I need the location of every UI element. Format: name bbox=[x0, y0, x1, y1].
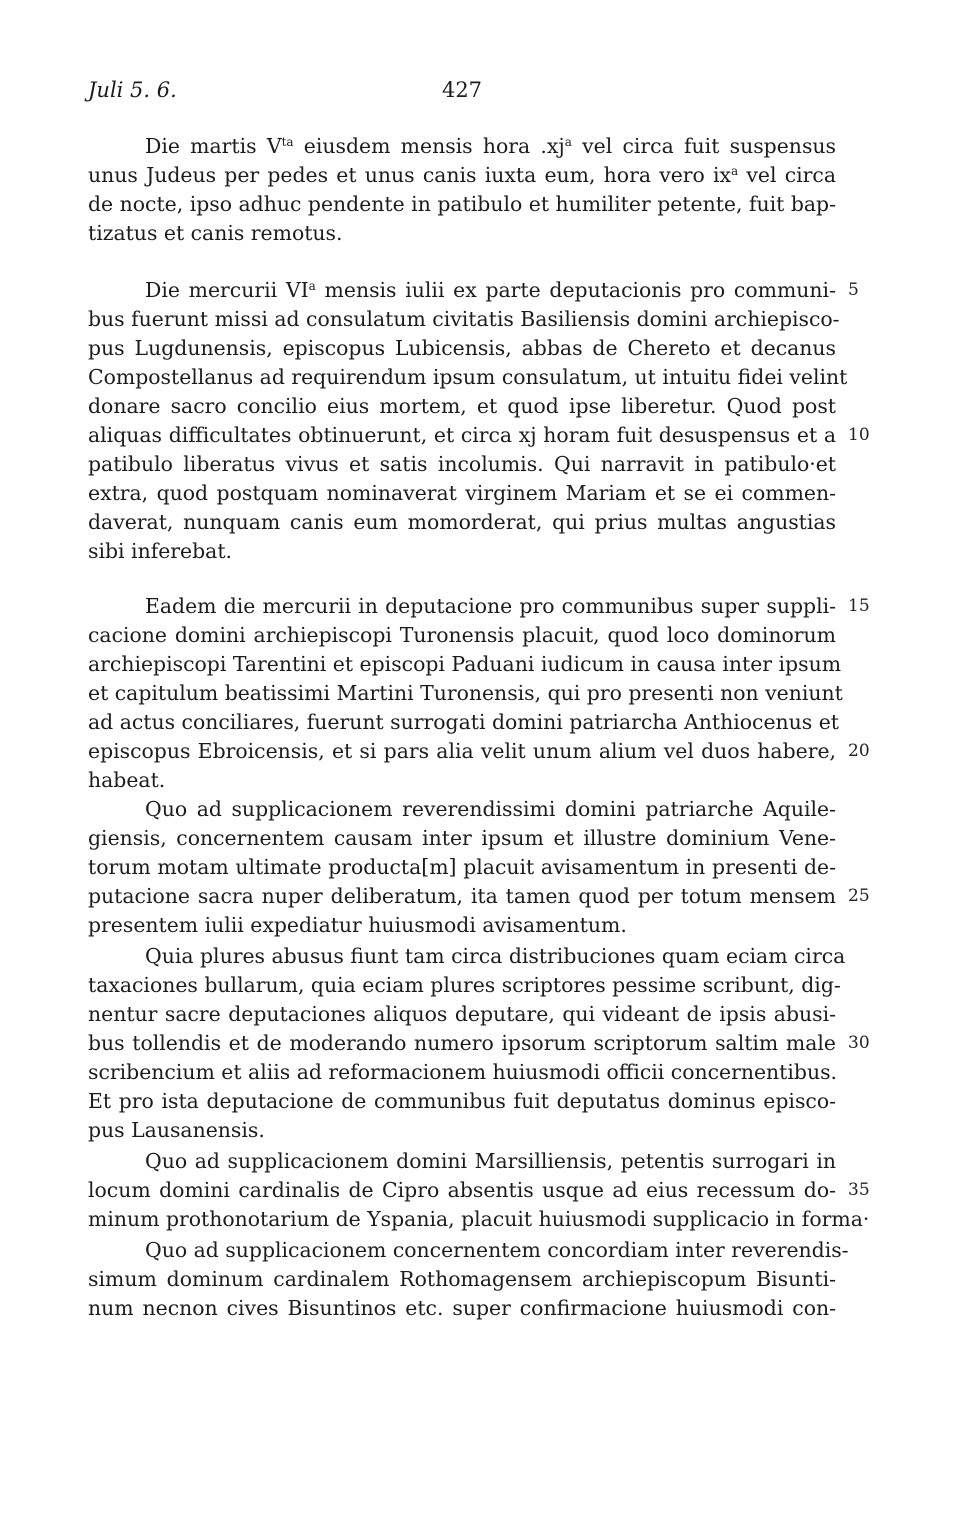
text-line bbox=[88, 450, 836, 479]
text-run: torum motam ultimate producta[m] placuit avisamentum in presenti de- bbox=[88, 855, 836, 879]
text-line bbox=[88, 392, 836, 421]
text-line bbox=[88, 971, 841, 1000]
margin-line-number: 35 bbox=[848, 1180, 870, 1200]
text-run: tizatus et canis remotus. bbox=[88, 221, 343, 245]
text-line bbox=[88, 334, 836, 363]
text-run: Quo ad supplicacionem domini Marsilliensis, petentis surrogari in bbox=[145, 1149, 836, 1173]
text-line bbox=[88, 161, 836, 190]
text-run: presentem iulii expediatur huiusmodi avisamentum. bbox=[88, 913, 627, 937]
text-run: daverat, nunquam canis eum momorderat, qui prius multas angustias bbox=[88, 510, 836, 534]
margin-line-number: 25 bbox=[848, 886, 870, 906]
text-line bbox=[88, 1000, 836, 1029]
margin-line-number: 5 bbox=[848, 280, 859, 300]
text-line bbox=[145, 592, 836, 621]
text-line bbox=[88, 1294, 836, 1323]
running-head: Juli 5. 6. bbox=[88, 78, 177, 102]
text-run: unus Judeus per pedes et unus canis iuxta eum, hora vero ix bbox=[88, 163, 732, 187]
text-run: locum domini cardinalis de Cipro absentis usque ad eius recessum do- bbox=[88, 1178, 836, 1202]
margin-line-number: 10 bbox=[848, 425, 870, 445]
text-run: pus Lausanensis. bbox=[88, 1118, 265, 1142]
text-run: sibi inferebat. bbox=[88, 539, 233, 563]
text-line bbox=[88, 219, 836, 248]
margin-line-number: 20 bbox=[848, 741, 870, 761]
text-line bbox=[88, 679, 843, 708]
margin-line-number: 15 bbox=[848, 596, 870, 616]
text-line bbox=[88, 1265, 836, 1294]
text-run: aliquas difficultates obtinuerunt, et circa xj horam fuit desuspensus et a bbox=[88, 423, 836, 447]
superscript: a bbox=[731, 164, 739, 178]
text-line bbox=[88, 421, 836, 450]
text-line bbox=[88, 508, 836, 537]
text-line bbox=[88, 621, 836, 650]
text-line bbox=[145, 942, 846, 971]
text-run: putacione sacra nuper deliberatum, ita tamen quod per totum mensem bbox=[88, 884, 836, 908]
text-line bbox=[88, 1116, 836, 1145]
text-line bbox=[88, 363, 848, 392]
text-line bbox=[88, 305, 840, 334]
text-run: taxaciones bullarum, quia eciam plures scriptores pessime scribunt, dig- bbox=[88, 973, 841, 997]
text-line bbox=[88, 882, 836, 911]
text-line bbox=[88, 1176, 836, 1205]
text-run: Et pro ista deputacione de communibus fuit deputatus dominus episco- bbox=[88, 1089, 836, 1113]
text-line bbox=[88, 1205, 870, 1234]
text-run: Quo ad supplicacionem reverendissimi domini patriarche Aquile- bbox=[145, 797, 836, 821]
text-run: habeat. bbox=[88, 768, 166, 792]
text-run: extra, quod postquam nominaverat virginem Mariam et se ei commen- bbox=[88, 481, 836, 505]
page-number: 427 bbox=[441, 78, 483, 102]
text-run: num necnon cives Bisuntinos etc. super confirmacione huiusmodi con- bbox=[88, 1296, 836, 1320]
text-run: Quia plures abusus fiunt tam circa distribuciones quam eciam circa bbox=[145, 944, 846, 968]
text-line bbox=[145, 1236, 849, 1265]
text-run: pus Lugdunensis, episcopus Lubicensis, abbas de Chereto et decanus bbox=[88, 336, 836, 360]
text-run: bus tollendis et de moderando numero ipsorum scriptorum saltim male bbox=[88, 1031, 836, 1055]
text-run: et capitulum beatissimi Martini Turonensis, qui pro presenti non veniunt bbox=[88, 681, 843, 705]
superscript: a bbox=[564, 135, 572, 149]
text-line bbox=[88, 537, 836, 566]
text-line bbox=[88, 1029, 836, 1058]
text-run: vel circa bbox=[738, 163, 836, 187]
text-run: patibulo liberatus vivus et satis incolumis. Qui narravit in patibulo·et bbox=[88, 452, 836, 476]
text-line bbox=[88, 190, 836, 219]
text-line bbox=[88, 766, 836, 795]
text-run: Quo ad supplicacionem concernentem concordiam inter reverendis- bbox=[145, 1238, 849, 1262]
text-line bbox=[88, 708, 839, 737]
text-run: de nocte, ipso adhuc pendente in patibulo et humiliter petente, fuit bap- bbox=[88, 192, 836, 216]
superscript: ta bbox=[281, 135, 294, 149]
text-line bbox=[88, 650, 842, 679]
text-line bbox=[88, 911, 836, 940]
text-line bbox=[145, 276, 836, 305]
text-run: Die mercurii VI bbox=[145, 278, 309, 302]
text-run: Compostellanus ad requirendum ipsum consulatum, ut intuitu fidei velint bbox=[88, 365, 848, 389]
superscript: a bbox=[308, 279, 316, 293]
page-header bbox=[88, 78, 836, 108]
text-run: vel circa fuit suspensus bbox=[571, 134, 836, 158]
text-run: bus fuerunt missi ad consulatum civitatis Basiliensis domini archiepisco- bbox=[88, 307, 840, 331]
text-run: mensis iulii ex parte deputacionis pro communi- bbox=[315, 278, 836, 302]
text-run: donare sacro concilio eius mortem, et quod ipse liberetur. Quod post bbox=[88, 394, 836, 418]
text-line bbox=[88, 824, 836, 853]
text-run: giensis, concernentem causam inter ipsum et illustre dominium Vene- bbox=[88, 826, 836, 850]
text-run: simum dominum cardinalem Rothomagensem archiepiscopum Bisunti- bbox=[88, 1267, 836, 1291]
text-run: episcopus Ebroicensis, et si pars alia velit unum alium vel duos habere, bbox=[88, 739, 836, 763]
text-line bbox=[145, 1147, 836, 1176]
text-run: archiepiscopi Tarentini et episcopi Paduani iudicum in causa inter ipsum bbox=[88, 652, 842, 676]
text-line bbox=[88, 1087, 836, 1116]
text-run: Eadem die mercurii in deputacione pro communibus super suppli- bbox=[145, 594, 836, 618]
text-line bbox=[88, 737, 836, 766]
text-run: minum prothonotarium de Yspania, placuit huiusmodi supplicacio in forma· bbox=[88, 1207, 870, 1231]
text-run: cacione domini archiepiscopi Turonensis placuit, quod loco dominorum bbox=[88, 623, 836, 647]
margin-line-number: 30 bbox=[848, 1033, 870, 1053]
text-run: Die martis V bbox=[145, 134, 282, 158]
text-line bbox=[145, 132, 836, 161]
text-line bbox=[88, 1058, 836, 1087]
text-run: ad actus conciliares, fuerunt surrogati domini patriarcha Anthiocenus et bbox=[88, 710, 839, 734]
text-line bbox=[88, 853, 836, 882]
text-run: nentur sacre deputaciones aliquos deputare, qui videant de ipsis abusi- bbox=[88, 1002, 836, 1026]
text-line bbox=[145, 795, 836, 824]
text-run: eiusdem mensis hora .xj bbox=[293, 134, 565, 158]
text-line bbox=[88, 479, 836, 508]
text-run: scribencium et aliis ad reformacionem huiusmodi officii concernentibus. bbox=[88, 1060, 838, 1084]
